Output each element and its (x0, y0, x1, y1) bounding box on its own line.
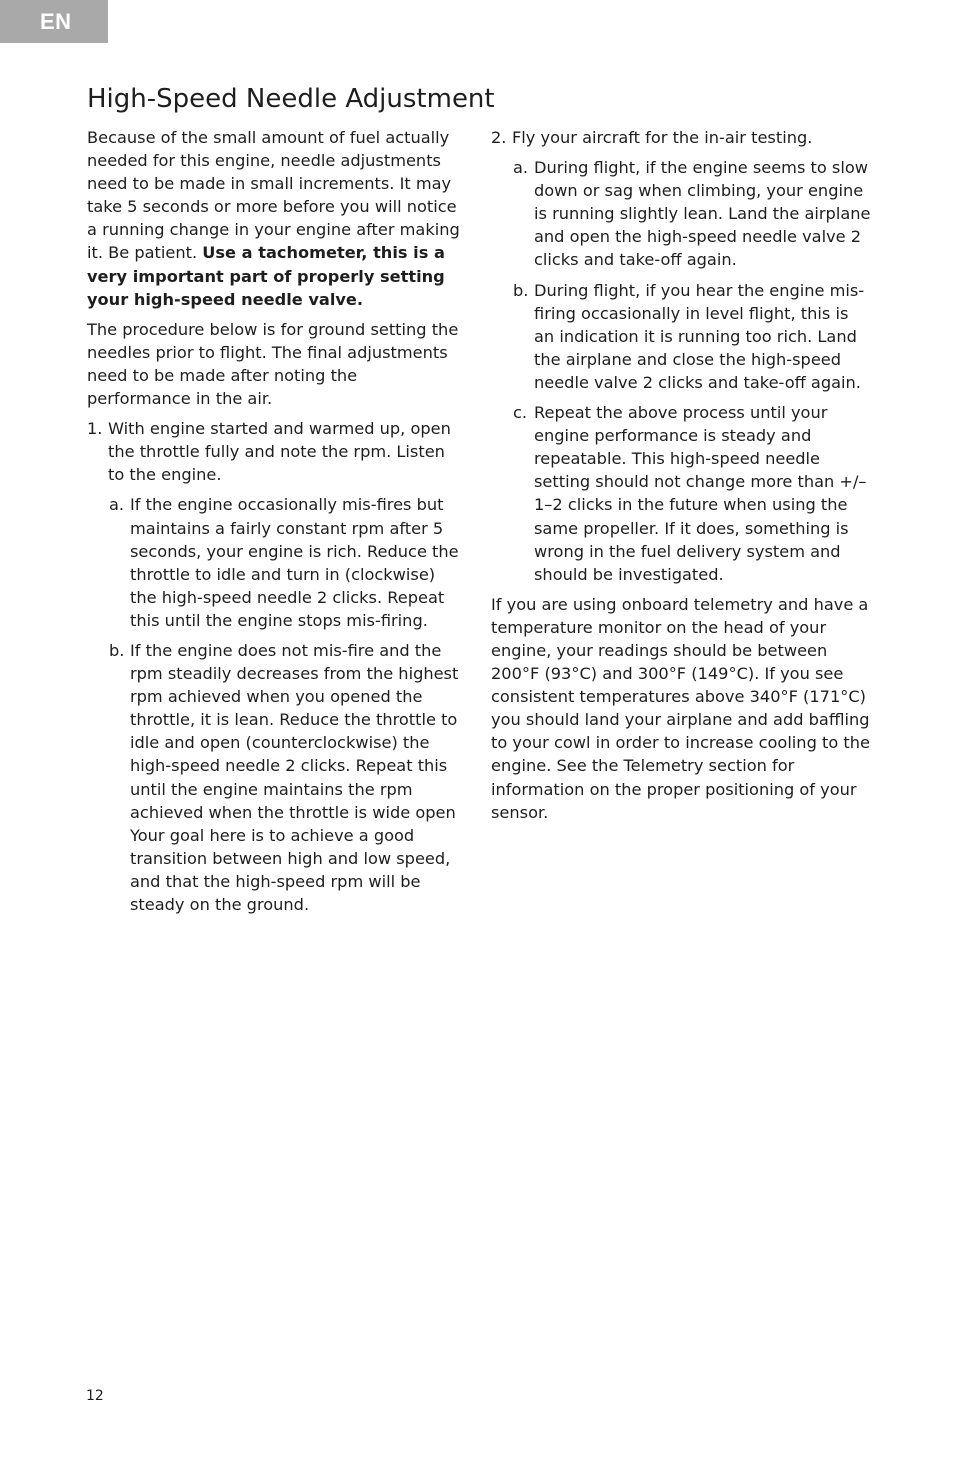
step-1-text: With engine started and warmed up, open the throttle fully and note the rpm. Listen to the engine. (108, 419, 451, 485)
step-1 (87, 417, 465, 486)
step-2c-marker: c. (513, 403, 528, 423)
step-2b (513, 279, 871, 394)
step-2c (513, 401, 871, 586)
step-2a (513, 156, 871, 271)
page-title: High-Speed Needle Adjustment (87, 84, 495, 114)
left-column (87, 126, 465, 923)
step-2-text: Fly your aircraft for the in-air testing. (512, 128, 813, 147)
step-2c-text: Repeat the above process until your engine performance is steady and repeatable. This high-speed needle setting should not change more than +/– 1–2 clicks in the future when using the same propeller. If it does, something is wrong in the fuel delivery system and should be investigated. (534, 403, 867, 584)
step-2-marker: 2. (491, 128, 507, 147)
intro-paragraph (87, 126, 465, 311)
step-1b (109, 639, 465, 916)
language-tab: EN (0, 0, 108, 43)
step-2b-text: During flight, if you hear the engine mis-firing occasionally in level flight, this is an indication it is running too rich. Land the airplane and close the high-speed needle valve 2 clicks and take-off again. (534, 280, 865, 392)
step-2 (491, 126, 871, 149)
step-2a-marker: a. (513, 158, 529, 178)
procedure-paragraph: The procedure below is for ground setting the needles prior to flight. The final adjustments need to be made after noting the performance in the air. (87, 319, 459, 409)
step-1-marker: 1. (87, 419, 103, 439)
step-1a-marker: a. (109, 495, 125, 515)
step-2a-text: During flight, if the engine seems to slow down or sag when climbing, your engine is running slightly lean. Land the airplane and open the high-speed needle valve 2 clicks and take-off again. (534, 158, 871, 270)
step-2b-marker: b. (513, 280, 529, 300)
step-1b-marker: b. (109, 640, 125, 660)
step-1b-text: If the engine does not mis-fire and the rpm steadily decreases from the highest rpm achieved when you opened the throttle, it is lean. Reduce the throttle to idle and open (counterclockwise) the high-speed needle 2 clicks. Repeat this until the engine maintains the rpm achieved when the throttle is wide open Your goal here is to achieve a good transition between high and low speed, and that the high-speed rpm will be steady on the ground. (130, 640, 459, 914)
step-1a (109, 493, 465, 632)
page-number: 12 (86, 1388, 104, 1404)
right-column (491, 126, 871, 831)
intro-text: Because of the small amount of fuel actually needed for this engine, needle adjustments need to be made in small increments. It may take 5 seconds or more before you will notice a running change in your engine after making it. Be patient. (87, 128, 460, 263)
telemetry-paragraph: If you are using onboard telemetry and have a temperature monitor on the head of your engine, your readings should be between 200°F (93°C) and 300°F (149°C). If you see consistent temperatures above 340°F (171°C) you should land your airplane and add baffling to your cowl in order to increase cooling to the engine. See the Telemetry section for information on the proper positioning of your sensor. (491, 594, 870, 822)
step-1a-text: If the engine occasionally mis-fires but maintains a fairly constant rpm after 5 seconds, your engine is rich. Reduce the throttle to idle and turn in (clockwise) the high-speed needle 2 clicks. Repeat this until the engine stops mis-firing. (130, 495, 459, 630)
intro-bold-text: Use a tachometer, this is a very important part of properly setting your high-speed needle valve. (87, 243, 445, 309)
